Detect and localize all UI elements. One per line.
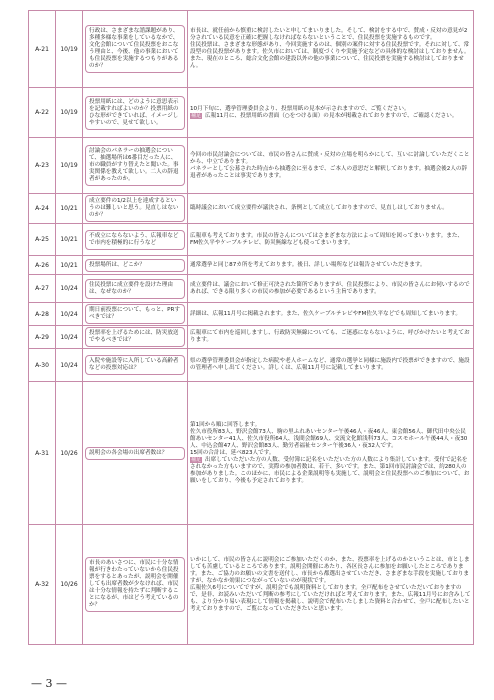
answer-cell	[188, 382, 474, 525]
question-text: 入院や施設等に入所している高齢者などの投票対応は？	[85, 355, 185, 375]
question-text: 討論会のパネラーの抽選会について、抽選場所は6番目だった人に、市の職員がすり替えたと聞いた。事実関係を教えて欲しい。二人の辞退者があったのか。	[85, 145, 185, 186]
row-id: A-31	[29, 382, 56, 525]
answer-paragraph: 広報車にて市内を巡回しますし、行政防災無線についても、ご迷惑にならないように、呼びかけたいと考えております。	[190, 330, 470, 343]
question-text: 説明会の各会場の出席者数は？	[85, 447, 185, 460]
answer-paragraph: パネラーとして公募された時点から抽選会に至るまで、ご本人の意思だと解釈しております。抽選会後2人の辞退者があったことは事実であります。	[190, 165, 468, 179]
question-cell	[83, 138, 188, 194]
answer-paragraph: また、現在のところ、総合文化会館の建設以外の他の事業について、住民投票を実施する検討はしておりません。	[190, 56, 464, 69]
answer-cell	[188, 194, 474, 224]
qa-table	[28, 10, 474, 645]
answer-cell	[188, 11, 474, 88]
row-id: A-23	[29, 138, 56, 194]
row-date: 10/24	[56, 326, 83, 349]
table-row	[29, 349, 474, 382]
answer-cell	[188, 88, 474, 138]
table-row	[29, 326, 474, 349]
table-row	[29, 194, 474, 224]
answer-paragraph: 佐久市役所83人、野沢会館73人、駒の里ふれあいセンター午後46人・夜46人、東会館56人、御代田中央公民館あいセンター41人、佐久市役所64人、浅間会館69人、交流文化館浅科73人、コスモホール午後44人・夜30人、中込会館47人、野沢会館83人、勤労者福祉センター午後36人・夜32人です。	[190, 428, 468, 449]
row-id: A-26	[29, 256, 56, 275]
answer-cell	[188, 256, 474, 275]
row-date: 10/19	[56, 138, 83, 194]
table-row	[29, 88, 474, 138]
answer-cell	[188, 525, 474, 645]
table-row	[29, 256, 474, 275]
answer-paragraph: いかにして、市民の皆さんに説明会にご参加いただくのか、また、投票率を上げるのかということは、市としましても苦慮しているところであります。説明会開催にあたり、各区長さんに参加をお願いしたところであります。また、ご協力のお願いの文書を送付し、市長から都選出させていただき、さまざまな手段を実施しておりますが、なかなか効果につながっていないのが現状です。	[190, 556, 470, 584]
row-date: 10/24	[56, 275, 83, 303]
question-text: 投票率を上げるためには、防災放送でやるべきでは？	[85, 327, 185, 347]
question-text: 成立要件の1/2以上を達成するというのは難しいと思う。見直しはないのか？	[85, 195, 185, 222]
answer-cell	[188, 224, 474, 256]
question-text: 投票場所は、どこか？	[85, 259, 185, 272]
question-cell	[83, 224, 188, 256]
answer-paragraph: 住民投票は、さまざまな形態があり、今回実施するのは、個別の案件に対する住民投票です。それに対して、常設型の住民投票があります。佐久市においては、制度づくりや実施予定などの具体的な検討はしておりません。	[190, 42, 470, 55]
answer-paragraph: 10月下旬に、選挙管理委員会より、投票用紙の見本が示されますので、ご覧ください。	[190, 105, 410, 112]
row-id: A-29	[29, 326, 56, 349]
page-number: — 3 —	[31, 677, 67, 690]
supplement-text: 広報11月に、投票用紙の書面（○をつける面）の見本が掲載されておりますので、ご確認ください。	[205, 112, 458, 119]
row-date: 10/24	[56, 303, 83, 326]
question-cell	[83, 256, 188, 275]
answer-paragraph: 詳細は、広報11月号に掲載されます。また、佐久ケーブルテレビやFM佐久平などでも周知してまいります。	[190, 310, 461, 317]
row-date: 10/21	[56, 224, 83, 256]
row-date: 10/19	[56, 88, 83, 138]
question-cell	[83, 303, 188, 326]
answer-paragraph: 15回の合計は、延べ823人です。	[190, 449, 275, 456]
question-text: 不成立にならないよう、広報車などで市内を積極的に行うなど	[85, 230, 185, 250]
table-row	[29, 11, 474, 88]
answer-cell	[188, 303, 474, 326]
answer-cell	[188, 349, 474, 382]
row-id: A-24	[29, 194, 56, 224]
question-cell	[83, 382, 188, 525]
row-id: A-21	[29, 11, 56, 88]
answer-cell	[188, 138, 474, 194]
table-row	[29, 224, 474, 256]
question-cell	[83, 349, 188, 382]
table-row	[29, 525, 474, 645]
supplement-label: 補足	[191, 456, 202, 463]
question-cell	[83, 525, 188, 645]
answer-paragraph: 県の選挙管理委員会が指定した病院や老人ホームなど、通常の選挙と同様に施設内で投票ができますので、施設の管理者へ申し出てください。詳しくは、広報11月号に記載してまいります。	[190, 358, 470, 371]
answer-paragraph: 通常選挙と同じ87カ所を考えております。後日、詳しい場所などは報告させていただきます。	[190, 261, 426, 268]
table-row	[29, 303, 474, 326]
row-date: 10/19	[56, 11, 83, 88]
question-cell	[83, 11, 188, 88]
answer-cell	[188, 275, 474, 303]
row-date: 10/26	[56, 525, 83, 645]
question-cell	[83, 194, 188, 224]
qa-table-body	[29, 11, 474, 645]
row-date: 10/24	[56, 349, 83, 382]
row-id: A-27	[29, 275, 56, 303]
supplement-label: 補足	[191, 112, 202, 119]
row-date: 10/21	[56, 256, 83, 275]
answer-paragraph: 市長は、就任前から慎重に検討したいと申してまいりました。そして、検討をする中で、賛成・反対の意見が2分されている民意を正確に把握しなければならないということで、住民投票を実施するものです。	[190, 28, 468, 41]
supplement-text: 出席していただいた方の人数、受付簿に記名をいただいた方の人数により集計しています。受付で記名をされなかった方もいますので、実際の参加者数は、若干、多いです。また、第1回市民討論会では、約280人の参加がありました。このほかに、市民による企業説明等も実施して、説明会と住民投票へのご参加について、お願いをしており、今後も予定されております。	[190, 456, 470, 484]
answer-paragraph: 臨時議会において成立要件が議決され、条例として成立しておりますので、見直しはしておりません。	[190, 205, 448, 211]
question-cell	[83, 326, 188, 349]
supplement-note	[190, 113, 471, 120]
answer-paragraph: 広報佐久6号についてですが、説明会でも説明資料としております。全戸配布をさせていただいておりますので、是非、お読みいただいて判断の参考にしていただければと考えております。また、広報11月号にお含みしても、より分かり易い表現にして情報を掲載し、説明会で配布いたしました資料と合わせて、全戸に配布したいと考えておりますので、ご覧になっていただきたいと思います。	[190, 584, 471, 612]
answer-paragraph: 広報車も考えております。市民の皆さんについてはさまざまな方法によって周知を図ってまいります。また、FM佐久平やケーブルテレビ、防災無線なども使ってまいります。	[190, 232, 464, 246]
qa-table-container	[28, 10, 474, 645]
supplement-note	[190, 457, 471, 485]
answer-paragraph: 成立要件は、議会において修正可決された箇所でありますが、住民投票により、市民の皆さんにお伺いするのであれば、できる限り多くの市民の参加が必要であるという主旨であります。	[190, 281, 470, 295]
row-date: 10/21	[56, 194, 83, 224]
question-text: 投票用紙には、どのように意思表示を記載すればよいのか？投票用紙のひな形ができていれば、イメージしやすいので、見せて欲しい。	[85, 96, 185, 130]
question-text: 期日前投票について、もっと、PRすべきでは？	[85, 304, 185, 324]
row-id: A-25	[29, 224, 56, 256]
row-date: 10/26	[56, 382, 83, 525]
table-row	[29, 138, 474, 194]
row-id: A-22	[29, 88, 56, 138]
question-text: 市長のあいさつに、市民に十分な情報が行きわたっていないから住民投票をするとあったが、説明会を開催しても出席者数が少なければ、市民は十分な情報を持たずに判断することになるが、市はどう考えているのか？	[85, 557, 185, 612]
row-id: A-28	[29, 303, 56, 326]
question-cell	[83, 88, 188, 138]
answer-paragraph: 今回の市民討論会については、市民の皆さんに賛成・反対の立場を明らかにして、互いに討論していただくことから、中立であります。	[190, 151, 470, 165]
question-text: 行政は、さまざまな諮課題があり、多種多様な事業をしているなかで、文化会館について住民投票をおこなう理由と、今後、他の事業においても住民投票を実施するつもりがあるのか？	[85, 25, 185, 73]
answer-paragraph: 第1回から順に回答します。	[190, 421, 261, 428]
row-id: A-30	[29, 349, 56, 382]
row-id: A-32	[29, 525, 56, 645]
question-cell	[83, 275, 188, 303]
answer-cell	[188, 326, 474, 349]
table-row	[29, 275, 474, 303]
table-row	[29, 382, 474, 525]
question-text: 住民投票に成立要件を設けた理由は、なぜなのか？	[85, 279, 185, 299]
